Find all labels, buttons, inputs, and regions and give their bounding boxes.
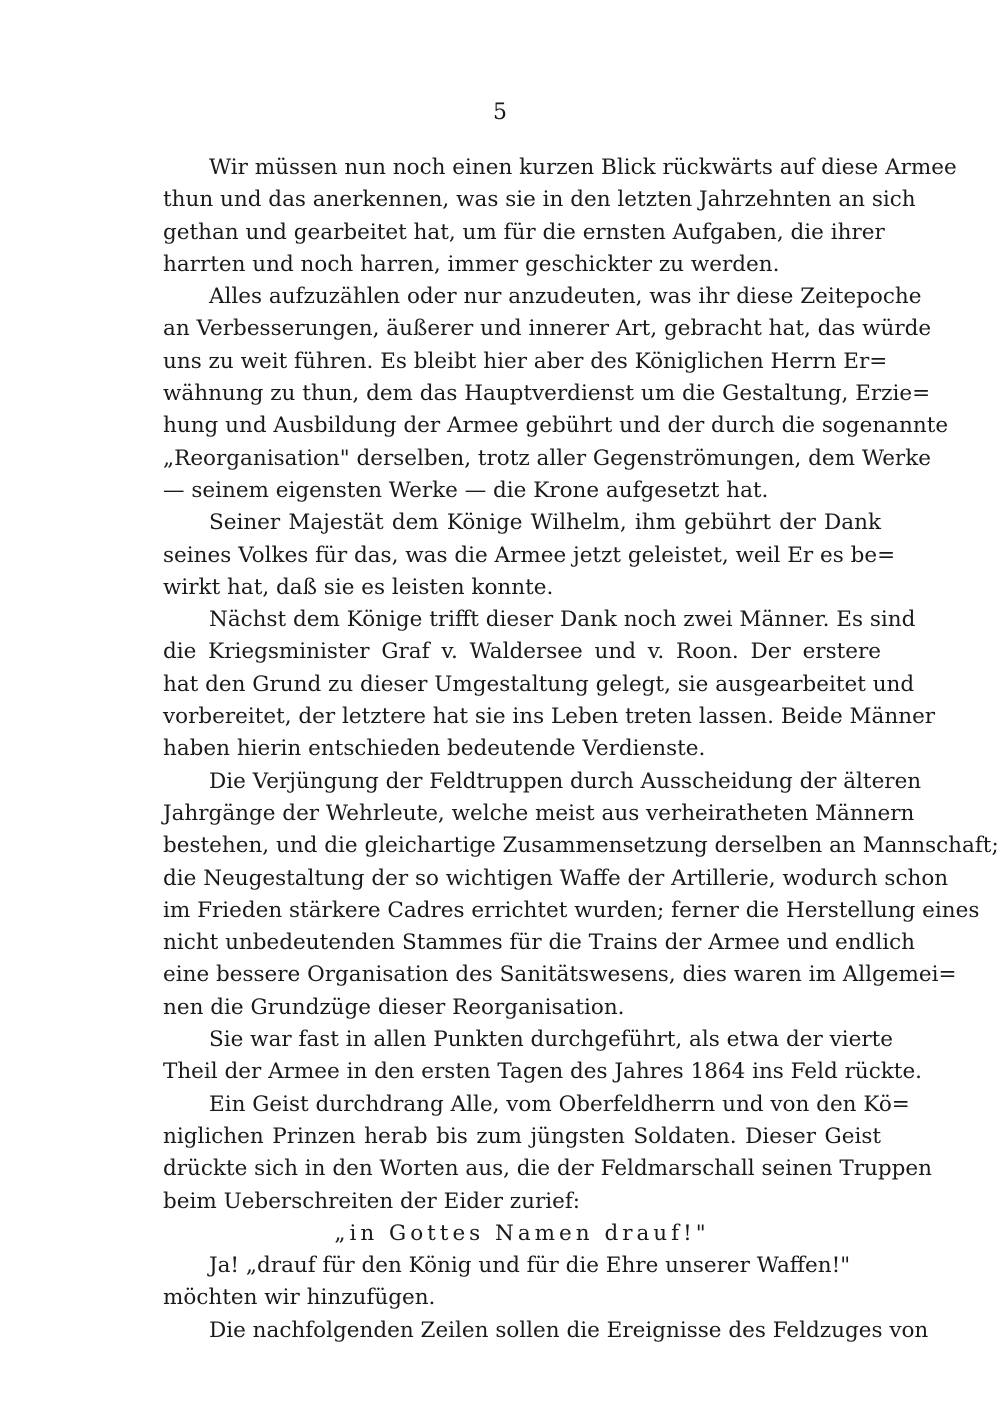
text-line: nen die Grundzüge dieser Reorganisation. (163, 994, 625, 1020)
text-line: die Kriegsminister Graf v. Waldersee und v. Roon. Der erstere (163, 639, 881, 665)
text-line: — seinem eigensten Werke — die Krone aufgesetzt hat. (163, 477, 769, 503)
text-line: Jahrgänge der Wehrleute, welche meist aus verheiratheten Männern (163, 800, 915, 826)
text-line: eine bessere Organisation des Sanitätswesens, dies waren im Allgemei= (163, 962, 957, 988)
text-line: Die Verjüngung der Feldtruppen durch Ausscheidung der älteren (209, 768, 922, 794)
text-line: möchten wir hinzufügen. (163, 1285, 436, 1311)
text-line: im Frieden stärkere Cadres errichtet wurden; ferner die Herstellung eines (163, 897, 980, 923)
body-text (163, 152, 999, 1347)
text-line: Ja! „drauf für den König und für die Ehre unserer Waffen!" (209, 1253, 851, 1279)
text-line: nicht unbedeutenden Stammes für die Trains der Armee und endlich (163, 930, 916, 956)
text-line: wähnung zu thun, dem das Hauptverdienst um die Gestaltung, Erzie= (163, 381, 931, 407)
text-line: Ein Geist durchdrang Alle, vom Oberfeldherrn und von den Kö= (209, 1091, 910, 1117)
text-line: drückte sich in den Worten aus, die der Feldmarschall seinen Truppen (163, 1156, 932, 1182)
text-line: wirkt hat, daß sie es leisten konnte. (163, 574, 554, 600)
text-line: haben hierin entschieden bedeutende Verdienste. (163, 736, 706, 762)
text-line: „Reorganisation" derselben, trotz aller Gegenströmungen, dem Werke (163, 445, 931, 471)
text-line: seines Volkes für das, was die Armee jetzt geleistet, weil Er es be= (163, 542, 896, 568)
text-line: beim Ueberschreiten der Eider zurief: (163, 1188, 581, 1214)
quoted-motto: „in Gottes Namen drauf!" (334, 1220, 710, 1246)
text-line: hung und Ausbildung der Armee gebührt und der durch die sogenannte (163, 413, 949, 439)
text-line: uns zu weit führen. Es bleibt hier aber des Königlichen Herrn Er= (163, 348, 888, 374)
text-line: niglichen Prinzen herab bis zum jüngsten Soldaten. Dieser Geist (163, 1123, 881, 1149)
text-line: thun und das anerkennen, was sie in den letzten Jahrzehnten an sich (163, 187, 916, 213)
text-line: gethan und gearbeitet hat, um für die ernsten Aufgaben, die ihrer (163, 219, 885, 245)
text-line: Alles aufzuzählen oder nur anzudeuten, was ihr diese Zeitepoche (209, 284, 922, 310)
text-line: Wir müssen nun noch einen kurzen Blick rückwärts auf diese Armee (209, 155, 957, 180)
text-line: harrten und noch harren, immer geschickter zu werden. (163, 251, 780, 277)
text-line: Sie war fast in allen Punkten durchgeführt, als etwa der vierte (209, 1027, 894, 1053)
text-line: Die nachfolgenden Zeilen sollen die Ereignisse des Feldzuges von (209, 1317, 929, 1343)
text-line: Theil der Armee in den ersten Tagen des Jahres 1864 ins Feld rückte. (163, 1059, 923, 1085)
page-number: 5 (493, 100, 507, 125)
text-line: die Neugestaltung der so wichtigen Waffe der Artillerie, wodurch schon (163, 865, 949, 891)
text-line: Seiner Majestät dem Könige Wilhelm, ihm gebührt der Dank (209, 510, 881, 536)
text-line: an Verbesserungen, äußerer und innerer Art, gebracht hat, das würde (163, 316, 932, 342)
text-line: bestehen, und die gleichartige Zusammensetzung derselben an Mannschaft; (163, 833, 999, 859)
text-line: Nächst dem Könige trifft dieser Dank noch zwei Männer. Es sind (209, 607, 916, 633)
text-line: vorbereitet, der letztere hat sie ins Leben treten lassen. Beide Männer (163, 704, 936, 730)
text-line: hat den Grund zu dieser Umgestaltung gelegt, sie ausgearbeitet und (163, 671, 915, 697)
